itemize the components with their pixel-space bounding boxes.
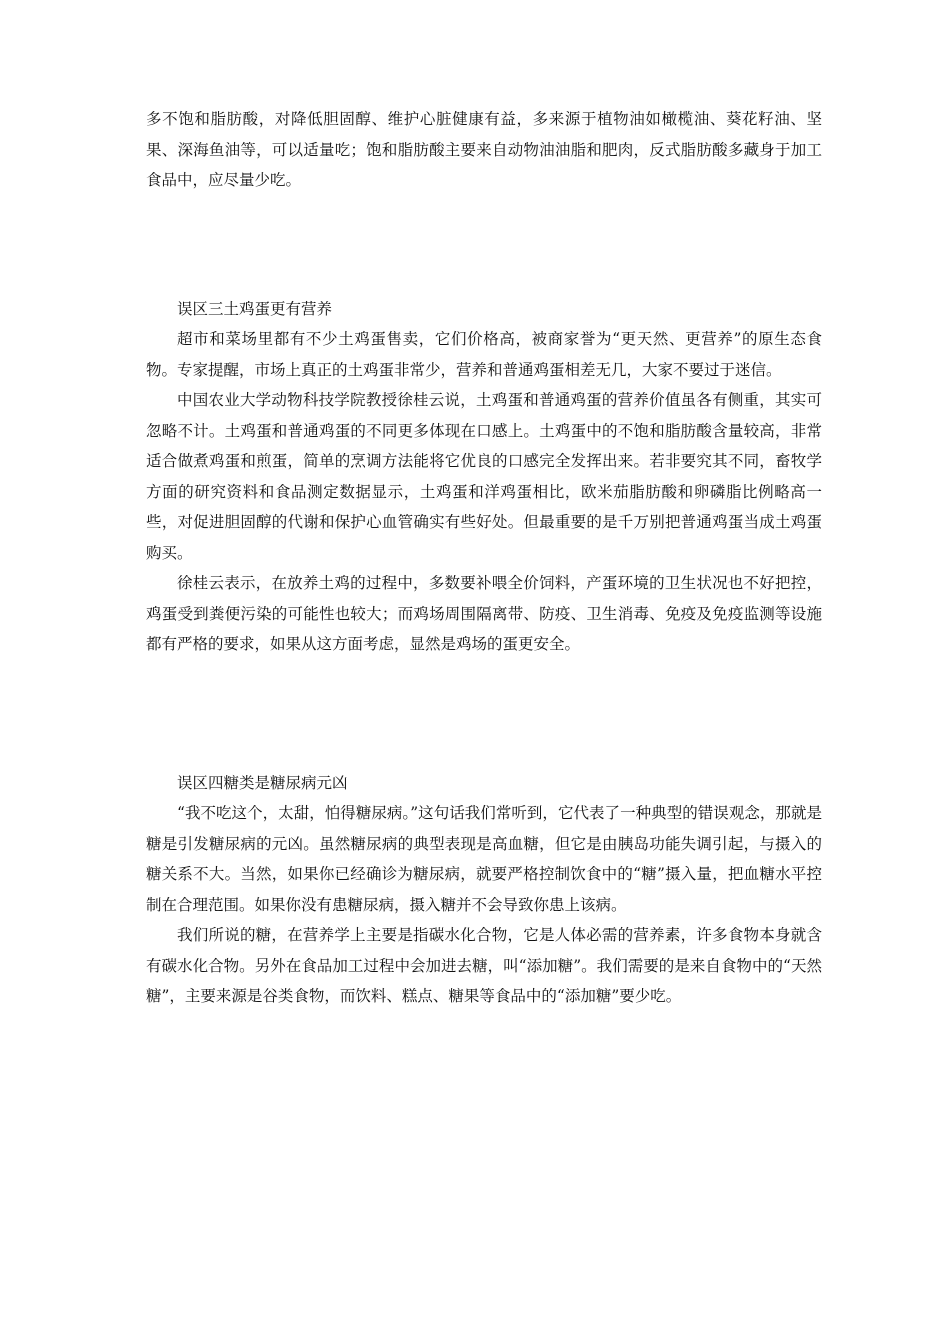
section-3-paragraph-2: 中国农业大学动物科技学院教授徐桂云说，土鸡蛋和普通鸡蛋的营养价值虽各有侧重，其实可忽略不计。土鸡蛋和普通鸡蛋的不同更多体现在口感上。土鸡蛋中的不饱和脂肪酸含量较高，非常适合做煮鸡蛋和煎蛋，简单的烹调方法能将它优良的口感完全发挥出来。若非要究其不同，畜牧学方面的研究资料和食品测定数据显示，土鸡蛋和洋鸡蛋相比，欧米茄脂肪酸和卵磷脂比例略高一些，对促进胆固醇的代谢和保护心血管确实有些好处。但最重要的是千万别把普通鸡蛋当成土鸡蛋购买。 xyxy=(146,391,822,562)
section-4-heading: 误区四糖类是糖尿病元凶 xyxy=(177,773,348,792)
spacer xyxy=(146,196,822,294)
section-3-paragraph-3: 徐桂云表示，在放养土鸡的过程中，多数要补喂全价饲料，产蛋环境的卫生状况也不好把控，鸡蛋受到粪便污染的可能性也较大；而鸡场周围隔离带、防疫、卫生消毒、免疫及免疫监测等设施都有严格的要求，如果从这方面考虑，显然是鸡场的蛋更安全。 xyxy=(146,574,822,653)
section-4 xyxy=(146,768,822,1012)
section-3-paragraph-1: 超市和菜场里都有不少土鸡蛋售卖，它们价格高，被商家誉为“更天然、更营养”的原生态食物。专家提醒，市场上真正的土鸡蛋非常少，营养和普通鸡蛋相差无几，大家不要过于迷信。 xyxy=(146,330,822,379)
spacer xyxy=(146,660,822,768)
section-3 xyxy=(146,294,822,660)
document-page xyxy=(146,104,822,1012)
section-4-paragraph-1: “我不吃这个，太甜，怕得糖尿病。”这句话我们常听到，它代表了一种典型的错误观念，那就是糖是引发糖尿病的元凶。虽然糖尿病的典型表现是高血糖，但它是由胰岛功能失调引起，与摄入的糖关系不大。当然，如果你已经确诊为糖尿病，就要严格控制饮食中的“糖”摄入量，把血糖水平控制在合理范围。如果你没有患糖尿病，摄入糖并不会导致你患上该病。 xyxy=(146,804,822,914)
section-3-heading: 误区三土鸡蛋更有营养 xyxy=(177,299,333,318)
intro-paragraph: 多不饱和脂肪酸，对降低胆固醇、维护心脏健康有益，多来源于植物油如橄榄油、葵花籽油、坚果、深海鱼油等，可以适量吃；饱和脂肪酸主要来自动物油油脂和肥肉，反式脂肪酸多藏身于加工食品中，应尽量少吃。 xyxy=(146,110,822,189)
section-4-paragraph-2: 我们所说的糖，在营养学上主要是指碳水化合物，它是人体必需的营养素，许多食物本身就含有碳水化合物。另外在食品加工过程中会加进去糖，叫“添加糖”。我们需要的是来自食物中的“天然糖”，主要来源是谷类食物，而饮料、糕点、糖果等食品中的“添加糖”要少吃。 xyxy=(146,926,822,1005)
